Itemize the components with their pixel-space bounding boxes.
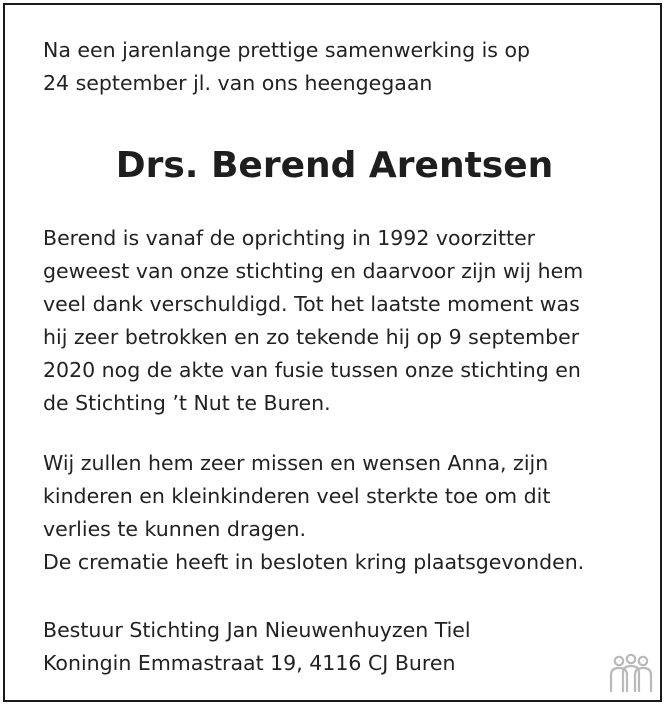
text-line: veel dank verschuldigd. Tot het laatste moment was	[43, 292, 580, 316]
text-line: 2020 nog de akte van fusie tussen onze stichting en	[43, 358, 581, 382]
text-line: Berend is vanaf de oprichting in 1992 voorzitter	[43, 226, 536, 250]
deceased-name: Drs. Berend Arentsen	[115, 145, 554, 186]
intro-line: 24 september jl. van ons heengegaan	[43, 71, 433, 95]
intro-line: Na een jarenlange prettige samenwerking is op	[43, 38, 531, 62]
text-line: de Stichting ’t Nut te Buren.	[43, 391, 331, 415]
text-line: hij zeer betrokken en zo tekende hij op 9 september	[43, 325, 580, 349]
text-line: De crematie heeft in besloten kring plaatsgevonden.	[43, 550, 585, 574]
text-line: geweest van onze stichting en daarvoor zijn wij hem	[43, 259, 584, 283]
family-people-icon	[608, 653, 654, 695]
organization-address: Koningin Emmastraat 19, 4116 CJ Buren	[43, 651, 456, 675]
organization-name: Bestuur Stichting Jan Nieuwenhuyzen Tiel	[43, 618, 471, 642]
text-line: Wij zullen hem zeer missen en wensen Anna, zijn	[43, 451, 549, 475]
text-line: verlies te kunnen dragen.	[43, 517, 307, 541]
text-line: kinderen en kleinkinderen veel sterkte toe om dit	[43, 484, 551, 508]
